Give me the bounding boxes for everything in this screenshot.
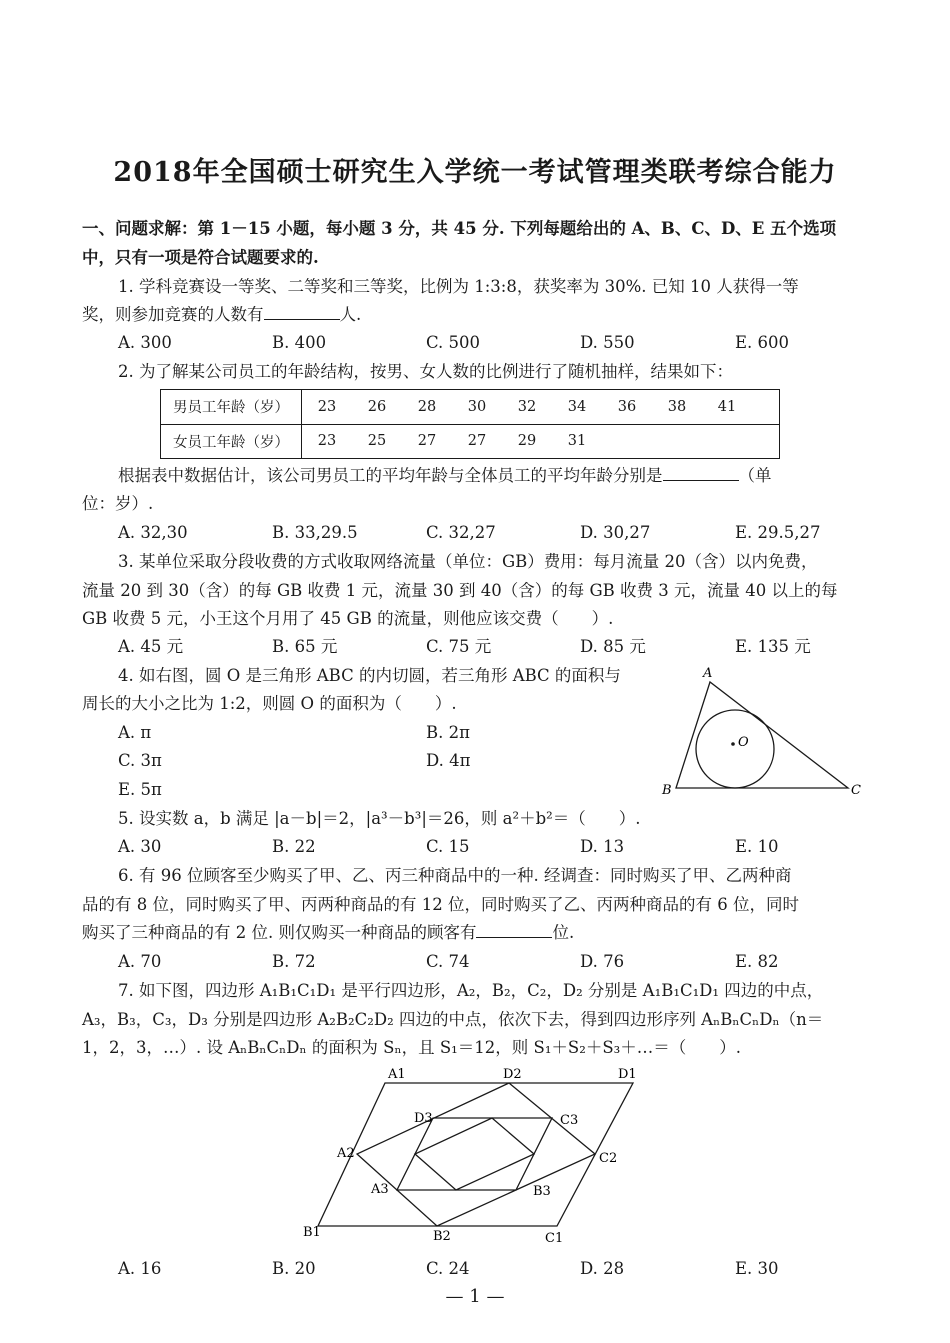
q5-option-c: C. 15 — [426, 837, 470, 856]
q2-option-a: A. 32,30 — [118, 523, 188, 542]
page-number: — 1 — — [445, 1286, 505, 1307]
q6-answer-blank — [476, 923, 552, 938]
q1-line2 — [82, 305, 862, 325]
triangle-abc — [676, 682, 848, 788]
q1-option-b: B. 400 — [272, 333, 327, 352]
incircle-triangle-figure — [655, 660, 865, 805]
q7-option-b: B. 20 — [272, 1259, 316, 1278]
male-age-cell: 26 — [367, 398, 387, 415]
section-instructions-line2: 中，只有一项是符合试题要求的. — [82, 248, 319, 267]
q1-line1: 1. 学科竞赛设一等奖、二等奖和三等奖，比例为 1:3:8，获奖率为 30%. 已知 10 人获得一等 — [118, 277, 799, 296]
q1-line2-text: 奖，则参加竞赛的人数有 — [82, 305, 264, 324]
q3-option-c: C. 75 元 — [426, 637, 492, 656]
q7-option-a: A. 16 — [118, 1259, 162, 1278]
q4-line2: 周长的大小之比为 1:2，则圆 O 的面积为（ ）. — [82, 694, 457, 713]
age-table — [160, 389, 780, 459]
female-age-cell: 27 — [467, 433, 487, 450]
q3-line3: GB 收费 5 元，小王这个月用了 45 GB 的流量，则他应该交费（ ）. — [82, 609, 614, 628]
q4-option-b: B. 2π — [426, 723, 470, 742]
label-b1: B1 — [303, 1225, 321, 1240]
male-age-label: 男员工年龄（岁） — [161, 390, 302, 425]
q7-line1: 7. 如下图，四边形 A₁B₁C₁D₁ 是平行四边形，A₂，B₂，C₂，D₂ 分别是 A₁B₁C₁D₁ 四边的中点， — [118, 981, 824, 1000]
q1-option-c: C. 500 — [426, 333, 481, 352]
q7-option-e: E. 30 — [735, 1259, 779, 1278]
q6-line2: 品的有 8 位，同时购买了甲、丙两种商品的有 12 位，同时购买了乙、丙两种商品的有 6 位，同时 — [82, 895, 799, 914]
nested-quadrilaterals-figure — [295, 1060, 655, 1250]
q1-option-d: D. 550 — [580, 333, 635, 352]
q3-option-a: A. 45 元 — [118, 637, 184, 656]
label-b3: B3 — [533, 1184, 551, 1199]
q2-option-c: C. 32,27 — [426, 523, 496, 542]
q1-option-a: A. 300 — [118, 333, 172, 352]
male-age-cell: 34 — [567, 398, 587, 415]
q1-option-e: E. 600 — [735, 333, 790, 352]
vertex-label-a: A — [703, 666, 713, 681]
label-c3: C3 — [560, 1113, 579, 1128]
label-a3: A3 — [371, 1182, 389, 1197]
male-age-cell: 28 — [417, 398, 437, 415]
female-age-label: 女员工年龄（岁） — [161, 424, 302, 459]
quadrilateral-a2b2c2d2 — [357, 1083, 595, 1226]
q4-option-d: D. 4π — [426, 751, 471, 770]
center-point-o — [731, 742, 735, 746]
quadrilateral-a4b4c4d4 — [415, 1118, 534, 1190]
female-age-cell: 25 — [367, 433, 387, 450]
q7-line2: A₃，B₃，C₃，D₃ 分别是四边形 A₂B₂C₂D₂ 四边的中点，依次下去，得到四边形序列 AₙBₙCₙDₙ（n＝ — [82, 1010, 824, 1029]
male-age-values — [302, 390, 780, 425]
q4-option-a: A. π — [118, 723, 152, 742]
q5-option-a: A. 30 — [118, 837, 162, 856]
exam-title: 2018年全国硕士研究生入学统一考试管理类联考综合能力 — [113, 157, 837, 188]
q6-option-d: D. 76 — [580, 952, 625, 971]
q4-option-e: E. 5π — [118, 780, 162, 799]
q7-line3: 1，2，3，…）. 设 AₙBₙCₙDₙ 的面积为 Sₙ，且 S₁＝12，则 S₁＋S₂＋S₃＋…＝（ ）. — [82, 1038, 742, 1057]
q6-option-e: E. 82 — [735, 952, 779, 971]
center-label-o: O — [738, 735, 749, 750]
q2-line2-end: （单 — [738, 466, 772, 485]
female-age-cell: 29 — [517, 433, 537, 450]
label-d1: D1 — [618, 1067, 637, 1082]
q7-option-d: D. 28 — [580, 1259, 625, 1278]
q6-line3-end: 位. — [552, 923, 575, 942]
quadrilateral-a3b3c3d3 — [397, 1118, 552, 1190]
q3-option-e: E. 135 元 — [735, 637, 811, 656]
incircle-o — [696, 710, 774, 788]
female-age-cell: 23 — [317, 433, 337, 450]
quadrilateral-a1b1c1d1 — [318, 1083, 633, 1226]
q6-line3 — [82, 923, 862, 943]
male-age-cell: 36 — [617, 398, 637, 415]
q2-line2 — [118, 466, 898, 486]
male-age-cell: 38 — [667, 398, 687, 415]
q2-option-b: B. 33,29.5 — [272, 523, 358, 542]
q6-line1: 6. 有 96 位顾客至少购买了甲、乙、丙三种商品中的一种. 经调查：同时购买了甲、乙两种商 — [118, 866, 792, 885]
label-d2: D2 — [503, 1067, 522, 1082]
table-row-female — [161, 424, 780, 459]
q6-line3-text: 购买了三种商品的有 2 位. 则仅购买一种商品的顾客有 — [82, 923, 477, 942]
label-d3: D3 — [414, 1111, 433, 1126]
q5-line1: 5. 设实数 a，b 满足 |a－b|＝2，|a³－b³|＝26，则 a²＋b²＝（ ）. — [118, 809, 641, 828]
q2-line3: 位：岁）. — [82, 494, 154, 513]
q7-option-c: C. 24 — [426, 1259, 470, 1278]
female-age-values — [302, 424, 780, 459]
q5-option-e: E. 10 — [735, 837, 779, 856]
q4-line1: 4. 如右图，圆 O 是三角形 ABC 的内切圆，若三角形 ABC 的面积与 — [118, 666, 621, 685]
q6-option-b: B. 72 — [272, 952, 316, 971]
q1-line2-end: 人. — [339, 305, 362, 324]
male-age-cell: 41 — [717, 398, 737, 415]
label-b2: B2 — [433, 1229, 451, 1244]
label-c1: C1 — [545, 1231, 564, 1246]
q2-option-d: D. 30,27 — [580, 523, 651, 542]
male-age-cell: 30 — [467, 398, 487, 415]
label-a2: A2 — [337, 1146, 355, 1161]
q3-option-b: B. 65 元 — [272, 637, 338, 656]
q6-option-a: A. 70 — [118, 952, 162, 971]
vertex-label-b: B — [662, 783, 672, 798]
female-age-cell: 31 — [567, 433, 587, 450]
q2-line1: 2. 为了解某公司员工的年龄结构，按男、女人数的比例进行了随机抽样，结果如下： — [118, 362, 733, 381]
q3-option-d: D. 85 元 — [580, 637, 646, 656]
q4-option-c: C. 3π — [118, 751, 162, 770]
table-row-male — [161, 390, 780, 425]
male-age-cell: 23 — [317, 398, 337, 415]
q2-line2-text: 根据表中数据估计，该公司男员工的平均年龄与全体员工的平均年龄分别是 — [118, 466, 663, 485]
q6-option-c: C. 74 — [426, 952, 470, 971]
male-age-cell: 32 — [517, 398, 537, 415]
q3-line1: 3. 某单位采取分段收费的方式收取网络流量（单位：GB）费用：每月流量 20（含）以内免费， — [118, 552, 818, 571]
q2-option-e: E. 29.5,27 — [735, 523, 821, 542]
label-a1: A1 — [388, 1067, 406, 1082]
q5-option-b: B. 22 — [272, 837, 316, 856]
q2-answer-blank — [663, 466, 739, 481]
q5-option-d: D. 13 — [580, 837, 625, 856]
section-instructions-line1: 一、问题求解：第 1－15 小题，每小题 3 分，共 45 分. 下列每题给出的 A、B、C、D、E 五个选项 — [82, 219, 837, 238]
q1-answer-blank — [264, 305, 340, 320]
label-c2: C2 — [599, 1151, 618, 1166]
q3-line2: 流量 20 到 30（含）的每 GB 收费 1 元，流量 30 到 40（含）的每 GB 收费 3 元，流量 40 以上的每 — [82, 581, 838, 600]
vertex-label-c: C — [851, 783, 861, 798]
female-age-cell: 27 — [417, 433, 437, 450]
